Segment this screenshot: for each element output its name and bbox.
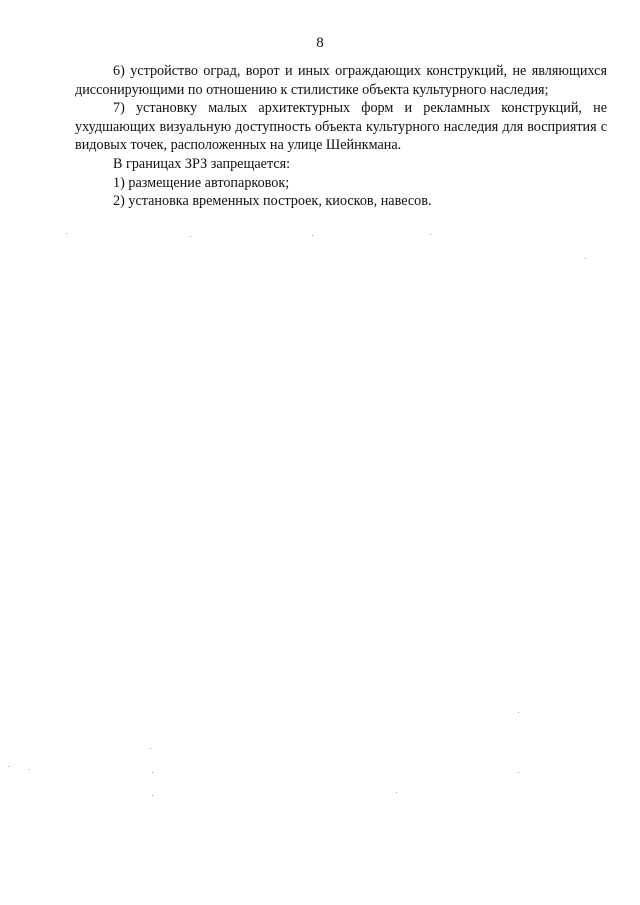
scan-speck xyxy=(152,795,153,796)
scan-speck xyxy=(585,258,586,259)
scan-speck xyxy=(8,766,9,767)
scan-speck xyxy=(152,772,153,773)
page-number: 8 xyxy=(316,35,324,51)
scan-speck xyxy=(518,772,519,773)
scan-speck xyxy=(66,233,67,234)
scan-speck xyxy=(312,235,313,236)
scan-speck xyxy=(396,792,397,793)
scan-speck xyxy=(518,712,519,713)
scan-speck xyxy=(28,769,29,770)
paragraph-item-7: 7) установку малых архитектурных форм и рекламных конструкций, не ухудшающих визуальную доступность объекта культурного наследия для восприятия с видовых точек, расположенных на улице Шейнкмана. xyxy=(75,100,607,154)
scan-speck xyxy=(150,748,151,749)
paragraph-prohibited-1: 1) размещение автопарковок; xyxy=(113,174,290,191)
paragraph-prohibited-2: 2) установка временных построек, киосков, навесов. xyxy=(113,193,432,210)
paragraph-item-6: 6) устройство оград, ворот и иных ограждающих конструкций, не являющихся диссонирующими по отношению к стилистике объекта культурного наследия; xyxy=(75,63,607,98)
paragraph-zrz-heading: В границах ЗРЗ запрещается: xyxy=(113,155,291,172)
scan-speck xyxy=(190,236,191,237)
scan-speck xyxy=(430,234,431,235)
document-body xyxy=(75,62,607,211)
